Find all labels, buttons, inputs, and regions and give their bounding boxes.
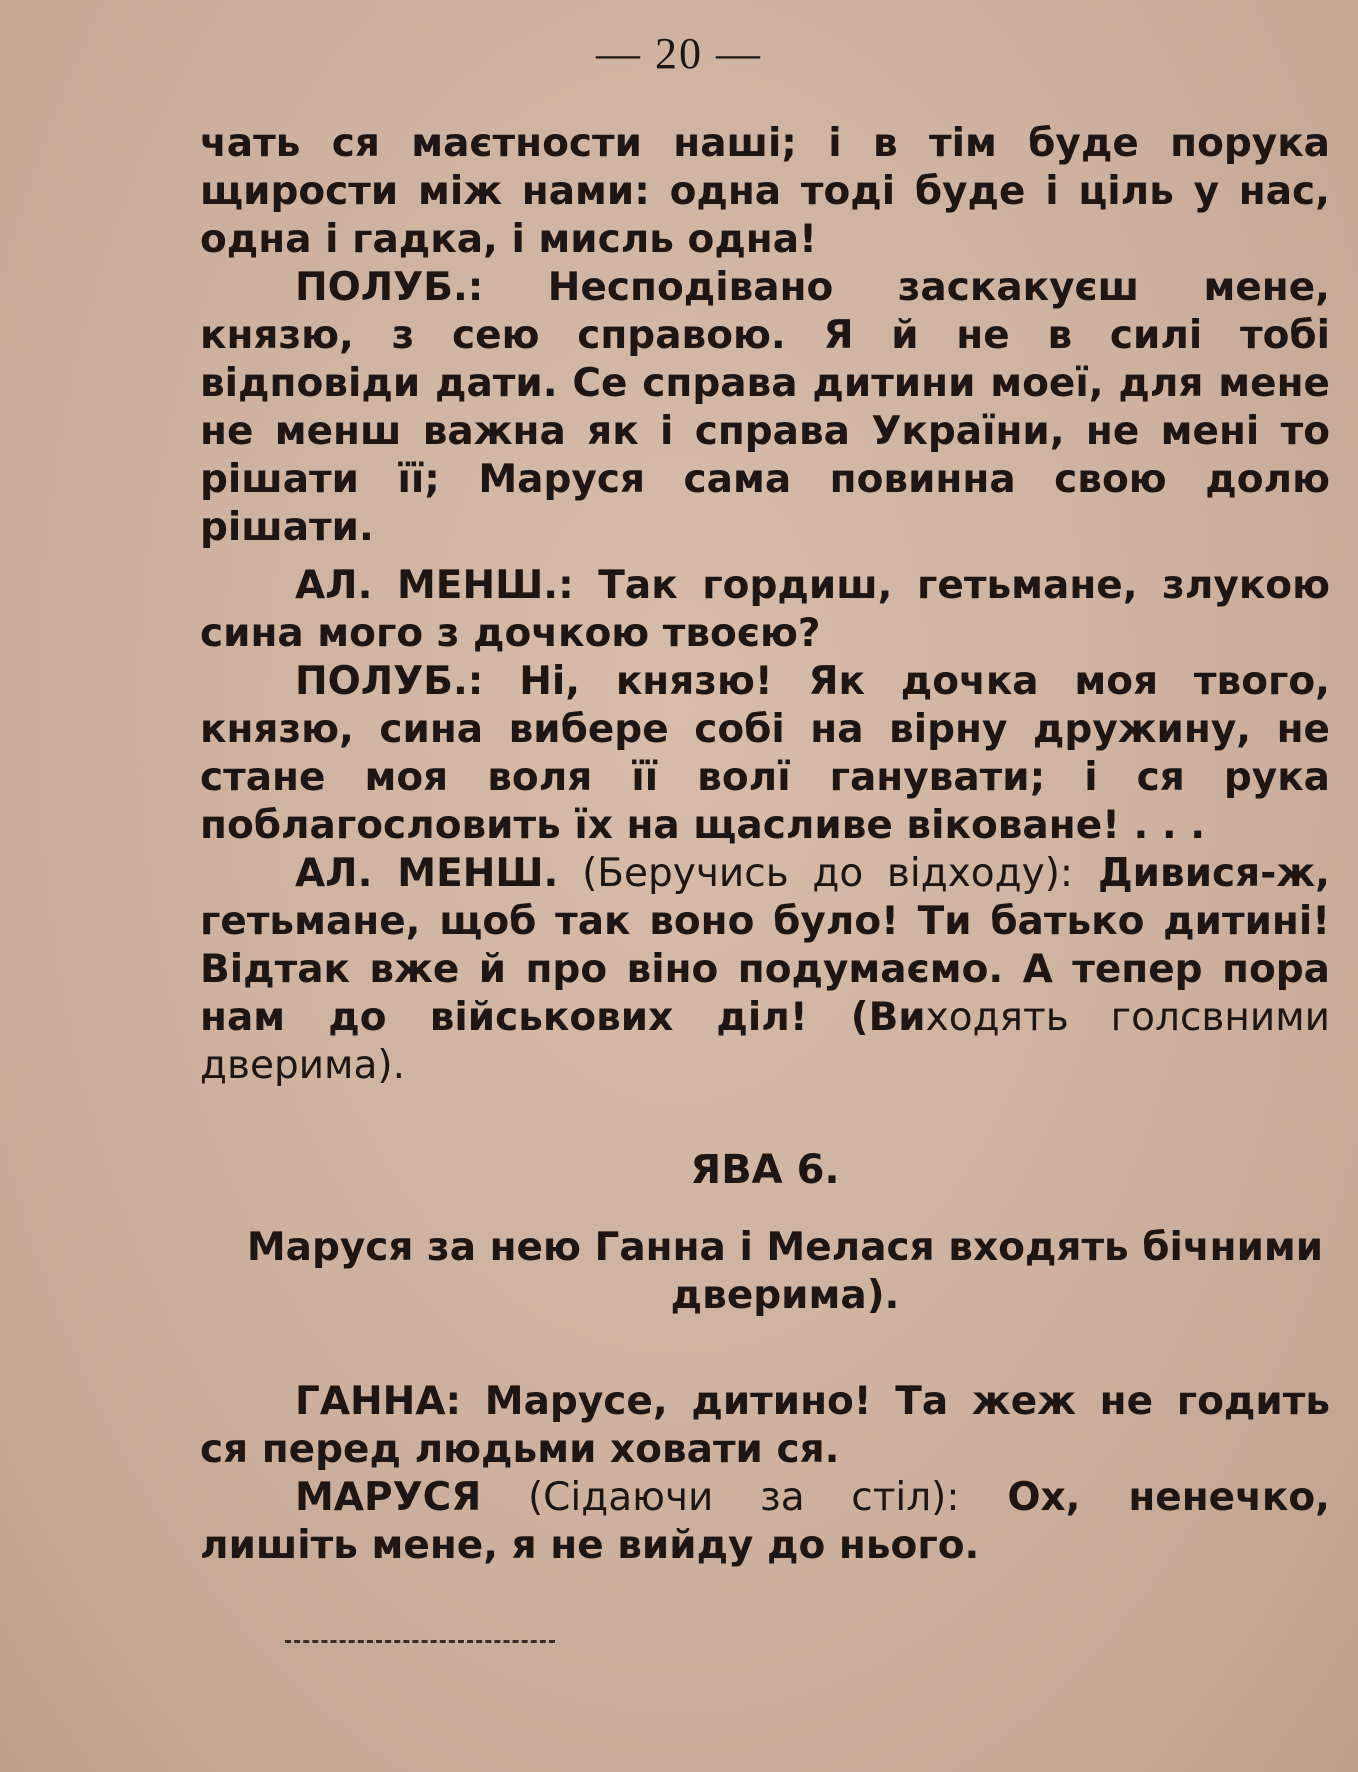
paragraph bbox=[200, 1378, 1330, 1474]
paragraph bbox=[200, 264, 1330, 552]
scene-title: ЯВА 6. bbox=[690, 1147, 840, 1193]
paragraph-text: Дивися-ж, гетьмане, щоб так воно було! Ти батько дитині! Відтак вже й про віно подумаємо. А тепер пора нам до військових діл! (Ви bbox=[200, 851, 1330, 1040]
paragraph bbox=[200, 562, 1330, 658]
stage-direction: (Беручись до відходу): bbox=[558, 851, 1074, 896]
speaker-name: АЛ. МЕНШ. bbox=[295, 851, 559, 896]
paragraph-text: Несподівано заскакуєш мене, князю, з сею справою. Я й не в силі тобі відповіди дати. Се справа дитини моеї, для мене не менш важна як і справа України, не мені то рішати її; Маруся сама повинна свою долю рішати. bbox=[200, 265, 1330, 550]
paragraph-text: Так гордиш, гетьмане, злукою сина мого з дочкою твоєю? bbox=[200, 563, 1330, 656]
paragraph bbox=[200, 120, 1330, 264]
speaker-name: ПОЛУБ.: bbox=[295, 659, 484, 704]
speaker-name: АЛ. МЕНШ.: bbox=[295, 563, 574, 608]
page-number: — 20 — bbox=[596, 29, 762, 78]
footer-divider bbox=[285, 1640, 555, 1643]
speaker-name: МАРУСЯ bbox=[295, 1475, 482, 1520]
paragraph bbox=[200, 1474, 1330, 1570]
speaker-name: ПОЛУБ.: bbox=[295, 265, 484, 310]
page-body bbox=[200, 120, 1330, 1570]
paragraph-text: чать ся маєтности наші; і в тім буде порука щирости між нами: одна тоді буде і ціль у нас, одна і гадка, і мисль одна! bbox=[200, 121, 1330, 262]
paragraph-text: Ні, князю! Як дочка моя твого, князю, сина вибере собі на вірну дружину, не стане моя воля її волї ганувати; і ся рука поблагословить їх на щасливе віковане! . . . bbox=[200, 659, 1330, 848]
paragraph-text: Марусе, дитино! Та жеж не годить ся перед людьми ховати ся. bbox=[200, 1379, 1330, 1472]
paragraph bbox=[200, 850, 1330, 1090]
paragraph bbox=[200, 658, 1330, 850]
stage-direction: (Сідаючи за стіл): bbox=[481, 1475, 960, 1520]
paragraph-text: Ох, ненечко, лишіть мене, я не вийду до нього. bbox=[200, 1475, 1330, 1568]
scene-description: Маруся за нею Ганна і Мелася входять бічними дверима). bbox=[246, 1225, 1324, 1318]
speaker-name: ГАННА: bbox=[295, 1379, 462, 1424]
stage-direction: ходять голсвними дверима). bbox=[200, 995, 1330, 1088]
